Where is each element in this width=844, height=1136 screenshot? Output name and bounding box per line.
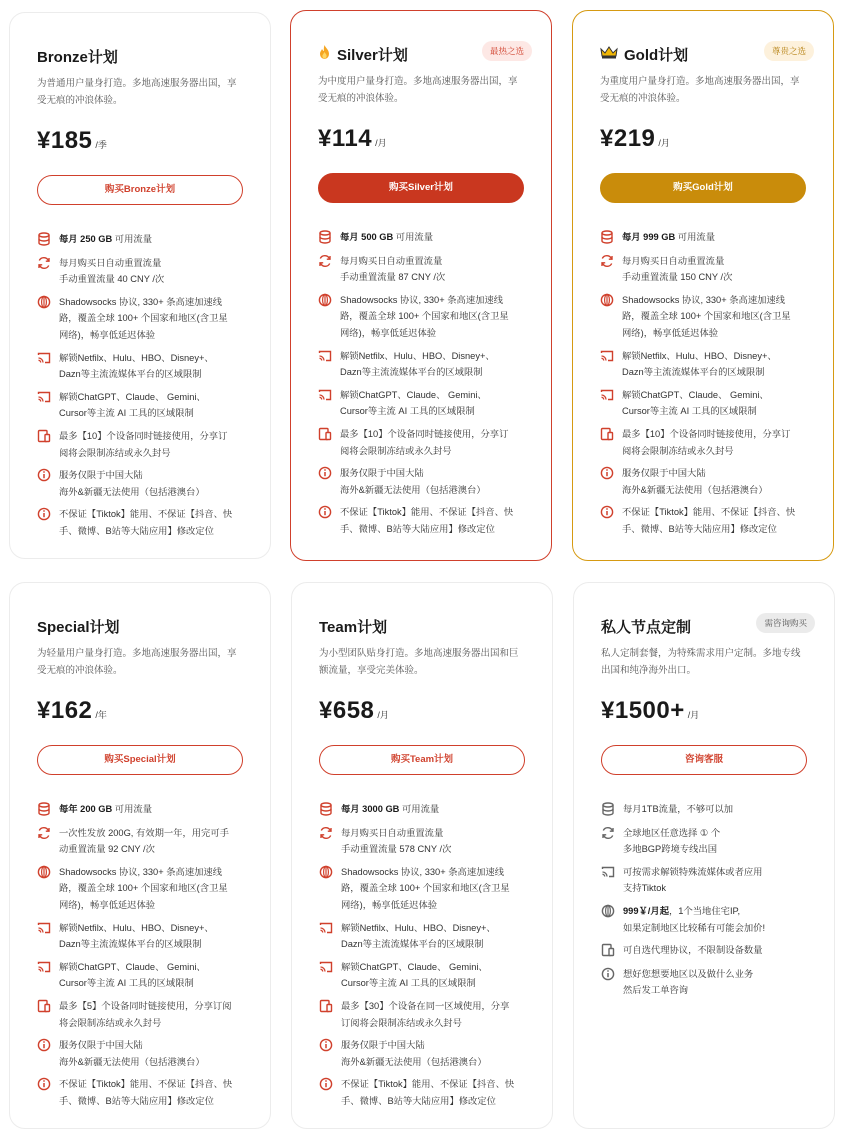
feature-line: 手、微博、B站等大陆应用】修改定位 — [340, 523, 495, 534]
feature-line: 手、微博、B站等大陆应用】修改定位 — [59, 1095, 214, 1106]
hot-badge: 最热之选 — [482, 41, 532, 61]
feature-line: Shadowsocks 协议, 330+ 条高速加速线 — [622, 294, 786, 305]
feature-line: 解锁Netfilx、Hulu、HBO、Disney+、 — [59, 922, 214, 933]
feature-line: 一次性发放 200G, 有效期一年，用完可手 — [59, 827, 229, 838]
feature-item — [600, 387, 806, 420]
feature-item — [318, 465, 524, 498]
feature-text — [622, 292, 791, 342]
devices-icon — [318, 427, 332, 441]
feature-line: 不保证【Tiktok】能用、不保证【抖音、快 — [622, 507, 796, 518]
feature-line: Cursor等主流 AI 工具的区域限制 — [341, 978, 476, 989]
feature-item — [318, 229, 524, 246]
feature-line: 不保证【Tiktok】能用、不保证【抖音、快 — [59, 509, 233, 520]
feature-item — [318, 504, 524, 537]
feature-line: 阅将会限制冻结或永久封号 — [622, 445, 734, 456]
feature-text — [622, 229, 715, 246]
price-amount: ¥185 — [37, 127, 93, 154]
feature-highlight: 每月 999 GB — [622, 232, 676, 242]
buy-silver-button[interactable]: 购买Silver计划 — [318, 173, 524, 203]
feature-line: 手动重置流量 40 CNY /次 — [59, 274, 165, 285]
feature-text — [340, 348, 495, 381]
feature-text — [623, 903, 765, 936]
feature-text — [622, 465, 768, 498]
feature-line: 最多【10】个设备同时链接使用，分享订 — [340, 428, 509, 439]
info-icon — [37, 1077, 51, 1091]
devices-icon — [600, 427, 614, 441]
feature-line: 每月 3000 GB 可用流量 — [341, 804, 440, 814]
feature-line: 每月 500 GB 可用流量 — [340, 232, 433, 242]
cast-icon — [319, 921, 333, 935]
feature-line: 海外&新疆无法使用（包括港澳台） — [59, 486, 205, 497]
database-icon — [37, 802, 51, 816]
plan-title: Bronze计划 — [37, 48, 118, 66]
plan-header — [318, 41, 524, 67]
feature-line: 海外&新疆无法使用（包括港澳台） — [622, 484, 768, 495]
feature-line: 手动重置流量 150 CNY /次 — [622, 272, 733, 283]
plan-header — [601, 613, 807, 639]
feature-line: 然后发工单咨询 — [623, 985, 689, 996]
cast-icon — [37, 390, 51, 404]
feature-line: 每月 999 GB 可用流量 — [622, 232, 715, 242]
devices-icon — [37, 999, 51, 1013]
feature-text — [59, 801, 152, 818]
plan-title: Gold计划 — [624, 46, 689, 64]
feature-item — [37, 467, 243, 500]
plan-title: 私人节点定制 — [601, 618, 692, 636]
feature-list — [601, 801, 807, 999]
plan-header — [319, 613, 525, 639]
consult-badge: 需咨询购买 — [756, 613, 815, 633]
feature-item — [318, 292, 524, 342]
feature-line: 支持Tiktok — [623, 883, 667, 894]
feature-line: 每年 200 GB 可用流量 — [59, 804, 152, 814]
feature-item — [600, 253, 806, 286]
feature-item — [600, 229, 806, 246]
feature-line: Cursor等主流 AI 工具的区域限制 — [340, 406, 475, 417]
feature-item — [37, 231, 243, 248]
feature-item — [37, 294, 243, 344]
feature-line: 路，覆盖全球 100+ 个国家和地区(含卫星 — [340, 311, 509, 322]
price-period: /季 — [95, 140, 107, 150]
feature-text — [341, 959, 488, 992]
info-icon — [600, 466, 614, 480]
plan-title: Team计划 — [319, 618, 388, 636]
price-amount: ¥114 — [318, 125, 373, 152]
info-icon — [319, 1077, 333, 1091]
devices-icon — [601, 943, 615, 957]
plan-price — [601, 697, 807, 731]
buy-bronze-button[interactable]: 购买Bronze计划 — [37, 175, 243, 205]
contact-support-button[interactable]: 咨询客服 — [601, 745, 807, 775]
feature-line: 手动重置流量 578 CNY /次 — [341, 844, 452, 855]
feature-item — [37, 255, 243, 288]
feature-text — [341, 864, 510, 914]
feature-item — [318, 253, 524, 286]
feature-list — [37, 231, 243, 540]
plan-price — [600, 125, 806, 159]
feature-item — [37, 998, 243, 1031]
feature-line: 可按需求解锁特殊流媒体或者应用 — [623, 866, 763, 877]
feature-item — [37, 801, 243, 818]
feature-line: 服务仅限于中国大陆 — [59, 1040, 143, 1051]
feature-item — [37, 428, 243, 461]
feature-item — [319, 959, 525, 992]
refresh-icon — [319, 826, 333, 840]
feature-item — [37, 959, 243, 992]
globe-icon — [600, 293, 614, 307]
price-amount: ¥162 — [37, 697, 93, 724]
feature-line: Shadowsocks 协议, 330+ 条高速加速线 — [59, 866, 223, 877]
info-icon — [318, 466, 332, 480]
feature-line: Shadowsocks 协议, 330+ 条高速加速线 — [340, 294, 504, 305]
cast-icon — [37, 351, 51, 365]
info-icon — [37, 1038, 51, 1052]
feature-line: Shadowsocks 协议, 330+ 条高速加速线 — [59, 296, 223, 307]
feature-text — [341, 801, 439, 818]
database-icon — [37, 232, 51, 246]
buy-special-button[interactable]: 购买Special计划 — [37, 745, 243, 775]
feature-line: 解锁Netfilx、Hulu、HBO、Disney+、 — [622, 350, 777, 361]
feature-text — [341, 1076, 514, 1109]
feature-item — [600, 426, 806, 459]
feature-item — [601, 903, 807, 936]
feature-list — [600, 229, 806, 538]
feature-line: 阅将会限制冻结或永久封号 — [59, 447, 171, 458]
plan-card-silver — [290, 10, 552, 561]
feature-text — [622, 253, 732, 286]
feature-text — [340, 229, 433, 246]
crown-icon — [600, 46, 618, 62]
cast-icon — [601, 865, 615, 879]
feature-line: 路，覆盖全球 100+ 个国家和地区(含卫星 — [59, 313, 228, 324]
feature-line: 网络)，畅享低延迟体验 — [59, 899, 156, 910]
feature-text — [341, 998, 509, 1031]
feature-text — [59, 350, 214, 383]
refresh-icon — [318, 254, 332, 268]
plan-card-custom — [573, 582, 835, 1129]
feature-text — [59, 1037, 205, 1070]
feature-line: 每月购买日自动重置流量 — [59, 257, 162, 268]
feature-text — [340, 465, 486, 498]
feature-text — [341, 825, 451, 858]
feature-line: 最多【10】个设备同时链接使用，分享订 — [59, 430, 228, 441]
feature-item — [318, 348, 524, 381]
plan-header — [600, 41, 806, 67]
plan-title: Special计划 — [37, 618, 120, 636]
feature-line: 服务仅限于中国大陆 — [622, 468, 706, 479]
feature-line: Dazn等主流流媒体平台的区域限制 — [622, 367, 765, 378]
feature-text — [59, 294, 228, 344]
feature-line: 手、微博、B站等大陆应用】修改定位 — [59, 525, 214, 536]
feature-line: 路，覆盖全球 100+ 个国家和地区(含卫星 — [59, 883, 228, 894]
feature-line: 每月购买日自动重置流量 — [622, 255, 725, 266]
feature-text — [340, 387, 487, 420]
feature-line: 动重置流量 92 CNY /次 — [59, 844, 155, 855]
feature-line: Dazn等主流流媒体平台的区域限制 — [59, 939, 202, 950]
feature-text — [623, 966, 753, 999]
refresh-icon — [37, 826, 51, 840]
feature-line: 解锁Netfilx、Hulu、HBO、Disney+、 — [340, 350, 495, 361]
feature-item — [37, 825, 243, 858]
feature-line: 路，覆盖全球 100+ 个国家和地区(含卫星 — [622, 311, 791, 322]
feature-line: 最多【30】个设备在同一区域使用，分享 — [341, 1000, 510, 1011]
plan-header — [37, 613, 243, 639]
refresh-icon — [37, 256, 51, 270]
feature-item — [37, 350, 243, 383]
cast-icon — [318, 349, 332, 363]
plan-price — [37, 697, 243, 731]
feature-line: 解锁Netfilx、Hulu、HBO、Disney+、 — [59, 352, 214, 363]
feature-line: Cursor等主流 AI 工具的区域限制 — [59, 978, 194, 989]
price-amount: ¥1500+ — [601, 697, 685, 724]
feature-line: 解锁ChatGPT、Claude、 Gemini、 — [341, 961, 488, 972]
feature-item — [37, 1037, 243, 1070]
feature-text — [622, 348, 777, 381]
buy-team-button[interactable]: 购买Team计划 — [319, 745, 525, 775]
plan-description: 为普通用户量身打造。多地高速服务器出国，享 受无痕的冲浪体验。 — [37, 78, 237, 106]
feature-line: 海外&新疆无法使用（包括港澳台） — [340, 484, 486, 495]
feature-line: 每月 250 GB 可用流量 — [59, 234, 152, 244]
feature-line: Dazn等主流流媒体平台的区域限制 — [59, 369, 202, 380]
feature-item — [601, 801, 807, 818]
feature-text — [59, 998, 232, 1031]
feature-item — [319, 920, 525, 953]
feature-item — [319, 801, 525, 818]
database-icon — [318, 230, 332, 244]
feature-line: 每月购买日自动重置流量 — [341, 827, 444, 838]
feature-list — [319, 801, 525, 1110]
plan-title: Silver计划 — [337, 46, 408, 64]
plan-card-team — [291, 582, 553, 1129]
feature-line: Dazn等主流流媒体平台的区域限制 — [340, 367, 483, 378]
price-period: /月 — [687, 710, 700, 720]
feature-text — [59, 1076, 232, 1109]
feature-line: 如果定制地区比较稀有可能会加价! — [623, 922, 766, 933]
feature-item — [601, 942, 807, 959]
feature-text — [341, 1037, 487, 1070]
feature-line: 不保证【Tiktok】能用、不保证【抖音、快 — [341, 1079, 515, 1090]
feature-line: 最多【5】个设备同时链接使用，分享订阅 — [59, 1000, 232, 1011]
database-icon — [319, 802, 333, 816]
feature-line: 网络)，畅享低延迟体验 — [340, 327, 437, 338]
flame-icon — [318, 45, 331, 63]
buy-gold-button[interactable]: 购买Gold计划 — [600, 173, 806, 203]
feature-line: 海外&新疆无法使用（包括港澳台） — [59, 1056, 205, 1067]
feature-item — [600, 292, 806, 342]
feature-item — [601, 864, 807, 897]
feature-text — [623, 825, 720, 858]
price-period: /月 — [375, 138, 387, 148]
feature-line: 服务仅限于中国大陆 — [340, 468, 424, 479]
devices-icon — [37, 429, 51, 443]
feature-item — [319, 1037, 525, 1070]
cast-icon — [37, 960, 51, 974]
premium-badge: 尊贵之选 — [764, 41, 814, 61]
feature-text — [622, 426, 790, 459]
feature-item — [600, 465, 806, 498]
feature-item — [37, 1076, 243, 1109]
feature-line: 解锁Netfilx、Hulu、HBO、Disney+、 — [341, 922, 496, 933]
feature-line: 不保证【Tiktok】能用、不保证【抖音、快 — [340, 507, 514, 518]
feature-line: 999￥/月起，1个当地住宅IP, — [623, 905, 741, 916]
devices-icon — [319, 999, 333, 1013]
feature-line: 想好您想要地区以及做什么业务 — [623, 968, 754, 979]
feature-line: 解锁ChatGPT、Claude、 Gemini、 — [340, 389, 487, 400]
feature-text — [59, 864, 228, 914]
plan-price — [318, 125, 524, 159]
plan-description: 为重度用户量身打造。多地高速服务器出国，享 受无痕的冲浪体验。 — [600, 76, 800, 104]
feature-highlight: 每月 250 GB — [59, 234, 113, 244]
info-icon — [319, 1038, 333, 1052]
feature-text — [59, 959, 206, 992]
feature-item — [318, 387, 524, 420]
feature-text — [59, 428, 227, 461]
plan-card-gold — [572, 10, 834, 561]
feature-line: Cursor等主流 AI 工具的区域限制 — [59, 408, 194, 419]
price-period: /月 — [377, 710, 389, 720]
feature-text — [340, 292, 509, 342]
feature-line: 手动重置流量 87 CNY /次 — [340, 272, 446, 283]
globe-icon — [37, 865, 51, 879]
feature-item — [37, 389, 243, 422]
feature-list — [37, 801, 243, 1110]
info-icon — [37, 507, 51, 521]
cast-icon — [319, 960, 333, 974]
plan-description: 为轻量用户量身打造。多地高速服务器出国，享 受无痕的冲浪体验。 — [37, 648, 237, 676]
plan-card-bronze — [9, 12, 271, 559]
feature-text — [59, 825, 229, 858]
feature-item — [319, 864, 525, 914]
feature-line: 解锁ChatGPT、Claude、 Gemini、 — [59, 961, 206, 972]
feature-line: 服务仅限于中国大陆 — [59, 470, 143, 481]
feature-line: 路，覆盖全球 100+ 个国家和地区(含卫星 — [341, 883, 510, 894]
cast-icon — [600, 388, 614, 402]
feature-line: 订阅将会限制冻结或永久封号 — [341, 1017, 462, 1028]
feature-item — [37, 864, 243, 914]
feature-line: 将会限制冻结或永久封号 — [59, 1017, 162, 1028]
refresh-icon — [600, 254, 614, 268]
globe-icon — [601, 904, 615, 918]
feature-text — [59, 920, 214, 953]
cast-icon — [600, 349, 614, 363]
feature-line: 最多【10】个设备同时链接使用，分享订 — [622, 428, 791, 439]
feature-text — [622, 504, 795, 537]
feature-text — [59, 467, 205, 500]
globe-icon — [319, 865, 333, 879]
feature-item — [600, 348, 806, 381]
refresh-icon — [601, 826, 615, 840]
info-icon — [600, 505, 614, 519]
feature-line: Dazn等主流流媒体平台的区域限制 — [341, 939, 484, 950]
feature-text — [623, 942, 762, 959]
info-icon — [37, 468, 51, 482]
feature-line: 海外&新疆无法使用（包括港澳台） — [341, 1056, 487, 1067]
info-icon — [601, 967, 615, 981]
feature-highlight: 每年 200 GB — [59, 804, 113, 814]
globe-icon — [37, 295, 51, 309]
feature-line: 全球地区任意选择 ① 个 — [623, 827, 721, 838]
feature-text — [340, 504, 513, 537]
info-icon — [318, 505, 332, 519]
feature-text — [623, 801, 733, 818]
cast-icon — [37, 921, 51, 935]
feature-item — [318, 426, 524, 459]
feature-line: 解锁ChatGPT、Claude、 Gemini、 — [622, 389, 769, 400]
plan-description: 私人定制套餐，为特殊需求用户定制。多地专线 出国和纯净海外出口。 — [601, 648, 801, 676]
feature-highlight: 999￥/月起 — [623, 905, 669, 916]
plan-header — [37, 43, 243, 69]
feature-line: 可自选代理协议，不限制设备数量 — [623, 945, 763, 956]
price-amount: ¥658 — [319, 697, 375, 724]
feature-line: 解锁ChatGPT、Claude、 Gemini、 — [59, 391, 206, 402]
feature-text — [59, 389, 206, 422]
plan-description: 为小型团队贴身打造。多地高速服务器出国和巨 额流量，享受完美体验。 — [319, 648, 519, 676]
feature-line: Cursor等主流 AI 工具的区域限制 — [622, 406, 757, 417]
price-period: /年 — [95, 710, 107, 720]
feature-line: 阅将会限制冻结或永久封号 — [340, 445, 452, 456]
feature-line: 每月购买日自动重置流量 — [340, 255, 443, 266]
feature-line: 服务仅限于中国大陆 — [341, 1040, 425, 1051]
database-icon — [600, 230, 614, 244]
feature-text — [59, 255, 164, 288]
feature-list — [318, 229, 524, 538]
feature-line: 不保证【Tiktok】能用、不保证【抖音、快 — [59, 1079, 233, 1090]
feature-text — [341, 920, 496, 953]
feature-text — [59, 231, 152, 248]
feature-line: 网络)，畅享低延迟体验 — [341, 899, 438, 910]
feature-line: 手、微博、B站等大陆应用】修改定位 — [341, 1095, 496, 1106]
feature-item — [319, 998, 525, 1031]
cast-icon — [318, 388, 332, 402]
plan-description: 为中度用户量身打造。多地高速服务器出国，享 受无痕的冲浪体验。 — [318, 76, 518, 104]
feature-text — [340, 426, 508, 459]
feature-item — [37, 920, 243, 953]
price-period: /月 — [658, 138, 670, 148]
feature-highlight: 每月 500 GB — [340, 232, 394, 242]
globe-icon — [318, 293, 332, 307]
feature-line: 多地BGP跨境专线出国 — [623, 844, 718, 855]
feature-item — [601, 825, 807, 858]
feature-item — [319, 825, 525, 858]
feature-item — [600, 504, 806, 537]
price-amount: ¥219 — [600, 125, 656, 152]
feature-line: 网络)，畅享低延迟体验 — [622, 327, 719, 338]
plan-card-special — [9, 582, 271, 1129]
feature-item — [319, 1076, 525, 1109]
database-icon — [601, 802, 615, 816]
plan-price — [37, 127, 243, 161]
feature-line: 手、微博、B站等大陆应用】修改定位 — [622, 523, 777, 534]
feature-item — [601, 966, 807, 999]
feature-text — [340, 253, 445, 286]
feature-line: 每月1TB流量，不够可以加 — [623, 804, 734, 814]
feature-text — [59, 506, 232, 539]
feature-line: 网络)，畅享低延迟体验 — [59, 329, 156, 340]
feature-line: Shadowsocks 协议, 330+ 条高速加速线 — [341, 866, 505, 877]
feature-item — [37, 506, 243, 539]
feature-highlight: 每月 3000 GB — [341, 804, 400, 814]
feature-text — [623, 864, 762, 897]
feature-text — [622, 387, 769, 420]
plan-price — [319, 697, 525, 731]
